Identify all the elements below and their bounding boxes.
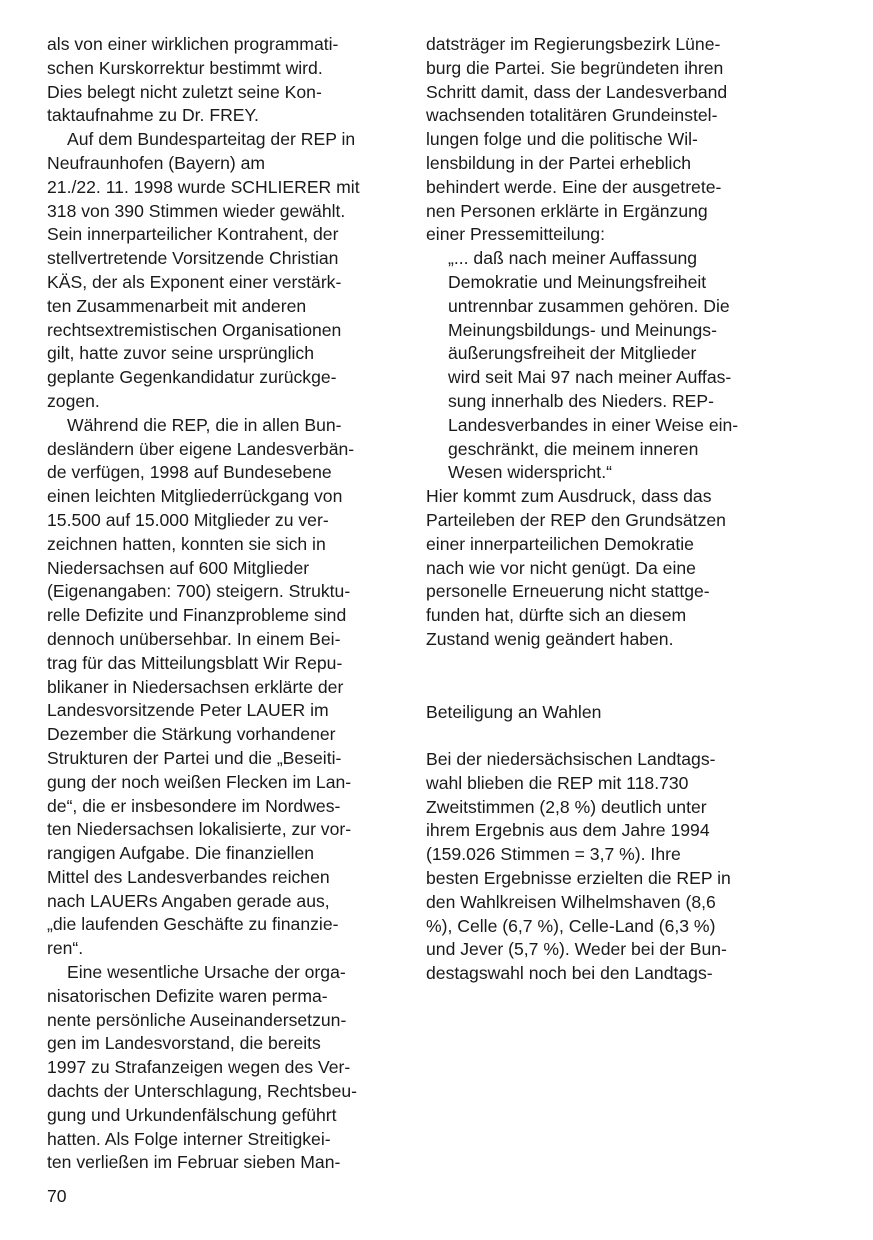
- text-line: Zustand wenig geändert haben.: [426, 628, 674, 649]
- text-line: sung innerhalb des Nieders. REP-: [448, 390, 715, 411]
- text-line: relle Defizite und Finanzprobleme sind: [47, 605, 347, 626]
- text-line: dachts der Unterschlagung, Rechtsbeu-: [47, 1081, 358, 1102]
- text-line: nach LAUERs Angaben gerade aus,: [47, 890, 330, 911]
- text-line: Sein innerparteilicher Kontrahent, der: [47, 224, 339, 245]
- text-line: trag für das Mitteilungsblatt Wir Repu-: [47, 652, 343, 673]
- text-line: %), Celle (6,7 %), Celle-Land (6,3 %): [426, 915, 716, 936]
- text-line: lungen folge und die politische Wil-: [426, 129, 698, 150]
- text-line: de verfügen, 1998 auf Bundesebene: [47, 462, 332, 483]
- text-line: rechtsextremistischen Organisationen: [47, 319, 342, 340]
- text-line: Niedersachsen auf 600 Mitglieder: [47, 557, 310, 578]
- text-line: ihrem Ergebnis aus dem Jahre 1994: [426, 820, 710, 841]
- text-line: gilt, hatte zuvor seine ursprünglich: [47, 343, 314, 364]
- text-line: lensbildung in der Partei erheblich: [426, 152, 692, 173]
- text-line: dennoch unübersehbar. In einem Bei-: [47, 628, 341, 649]
- text-line: Dies belegt nicht zuletzt seine Kon-: [47, 81, 322, 102]
- section-body: [426, 748, 786, 986]
- text-line: einen leichten Mitgliederrückgang von: [47, 486, 343, 507]
- text-line: behindert werde. Eine der ausgetrete-: [426, 176, 722, 197]
- text-line: „die laufenden Geschäfte zu finanzie-: [47, 914, 339, 935]
- text-line: desländern über eigene Landesverbän-: [47, 438, 355, 459]
- text-line: 21./22. 11. 1998 wurde SCHLIERER mit: [47, 176, 360, 197]
- text-line: blikaner in Niedersachsen erklärte der: [47, 676, 344, 697]
- text-line: wahl blieben die REP mit 118.730: [426, 772, 689, 793]
- text-line: einer innerparteilichen Demokratie: [426, 533, 694, 554]
- text-line: und Jever (5,7 %). Weder bei der Bun-: [426, 939, 727, 960]
- text-line: „... daß nach meiner Auffassung: [448, 248, 698, 269]
- text-line: Demokratie und Meinungsfreiheit: [448, 271, 707, 292]
- text-line: 15.500 auf 15.000 Mitglieder zu ver-: [47, 509, 329, 530]
- section-heading: Beteiligung an Wahlen: [426, 702, 602, 722]
- text-line: untrennbar zusammen gehören. Die: [448, 295, 730, 316]
- page-number: 70: [47, 1186, 67, 1206]
- text-line: wird seit Mai 97 nach meiner Auffas-: [448, 367, 732, 388]
- text-line: datsträger im Regierungsbezirk Lüne-: [426, 34, 721, 54]
- text-line: burg die Partei. Sie begründeten ihren: [426, 57, 724, 78]
- text-line: Strukturen der Partei und die „Beseiti-: [47, 747, 342, 768]
- text-line: funden hat, dürfte sich an diesem: [426, 605, 687, 626]
- text-line: destagswahl noch bei den Landtags-: [426, 963, 713, 984]
- text-line: ren“.: [47, 938, 84, 959]
- text-line: geplante Gegenkandidatur zurückge-: [47, 367, 337, 388]
- text-line: einer Pressemitteilung:: [426, 224, 605, 245]
- text-line: Mittel des Landesverbandes reichen: [47, 866, 330, 887]
- text-line: personelle Erneuerung nicht stattge-: [426, 581, 710, 602]
- text-line: Eine wesentliche Ursache der orga-: [67, 962, 346, 983]
- text-line: nach wie vor nicht genügt. Da eine: [426, 557, 696, 578]
- text-line: nisatorischen Defizite waren perma-: [47, 985, 328, 1006]
- text-line: hatten. Als Folge interner Streitigkei-: [47, 1128, 331, 1149]
- text-line: 318 von 390 Stimmen wieder gewählt.: [47, 200, 346, 221]
- text-line: gen im Landesvorstand, die bereits: [47, 1033, 321, 1054]
- text-line: de“, die er insbesondere im Nordwes-: [47, 795, 341, 816]
- text-line: Neufraunhofen (Bayern) am: [47, 152, 266, 173]
- text-line: Meinungsbildungs- und Meinungs-: [448, 319, 717, 340]
- text-line: Landesvorsitzende Peter LAUER im: [47, 700, 329, 721]
- text-line: besten Ergebnisse erzielten die REP in: [426, 867, 731, 888]
- text-line: wachsenden totalitären Grundeinstel-: [426, 105, 718, 126]
- text-line: gung und Urkundenfälschung geführt: [47, 1104, 337, 1125]
- right-column-top: [426, 33, 786, 652]
- text-line: Wesen widerspricht.“: [448, 462, 612, 483]
- text-line: Parteileben der REP den Grundsätzen: [426, 509, 726, 530]
- text-line: taktaufnahme zu Dr. FREY.: [47, 105, 259, 126]
- text-line: ten Zusammenarbeit mit anderen: [47, 295, 307, 316]
- left-column: [47, 33, 407, 1175]
- text-line: Auf dem Bundesparteitag der REP in: [67, 129, 356, 150]
- text-line: nen Personen erklärte in Ergänzung: [426, 200, 708, 221]
- text-line: ten Niedersachsen lokalisierte, zur vor-: [47, 819, 352, 840]
- text-line: rangigen Aufgabe. Die finanziellen: [47, 843, 315, 864]
- text-line: (Eigenangaben: 700) steigern. Struktu-: [47, 581, 351, 602]
- text-line: äußerungsfreiheit der Mitglieder: [448, 343, 697, 364]
- text-line: nente persönliche Auseinandersetzun-: [47, 1009, 347, 1030]
- text-line: ten verließen im Februar sieben Man-: [47, 1152, 341, 1173]
- text-line: Bei der niedersächsischen Landtags-: [426, 749, 716, 769]
- text-line: stellvertretende Vorsitzende Christian: [47, 248, 339, 269]
- text-line: Während die REP, die in allen Bun-: [67, 414, 342, 435]
- text-line: als von einer wirklichen programmati-: [47, 34, 339, 54]
- text-line: zeichnen hatten, konnten sie sich in: [47, 533, 326, 554]
- text-line: geschränkt, die meinem inneren: [448, 438, 699, 459]
- text-line: schen Kurskorrektur bestimmt wird.: [47, 57, 323, 78]
- text-line: gung der noch weißen Flecken im Lan-: [47, 771, 352, 792]
- text-line: Hier kommt zum Ausdruck, dass das: [426, 486, 712, 507]
- text-line: (159.026 Stimmen = 3,7 %). Ihre: [426, 844, 681, 865]
- text-line: Dezember die Stärkung vorhandener: [47, 724, 336, 745]
- text-line: den Wahlkreisen Wilhelmshaven (8,6: [426, 891, 716, 912]
- text-line: Schritt damit, dass der Landesverband: [426, 81, 728, 102]
- text-line: Zweitstimmen (2,8 %) deutlich unter: [426, 796, 707, 817]
- text-line: zogen.: [47, 390, 100, 411]
- text-line: KÄS, der als Exponent einer verstärk-: [47, 271, 342, 292]
- text-line: Landesverbandes in einer Weise ein-: [448, 414, 739, 435]
- text-line: 1997 zu Strafanzeigen wegen des Ver-: [47, 1057, 351, 1078]
